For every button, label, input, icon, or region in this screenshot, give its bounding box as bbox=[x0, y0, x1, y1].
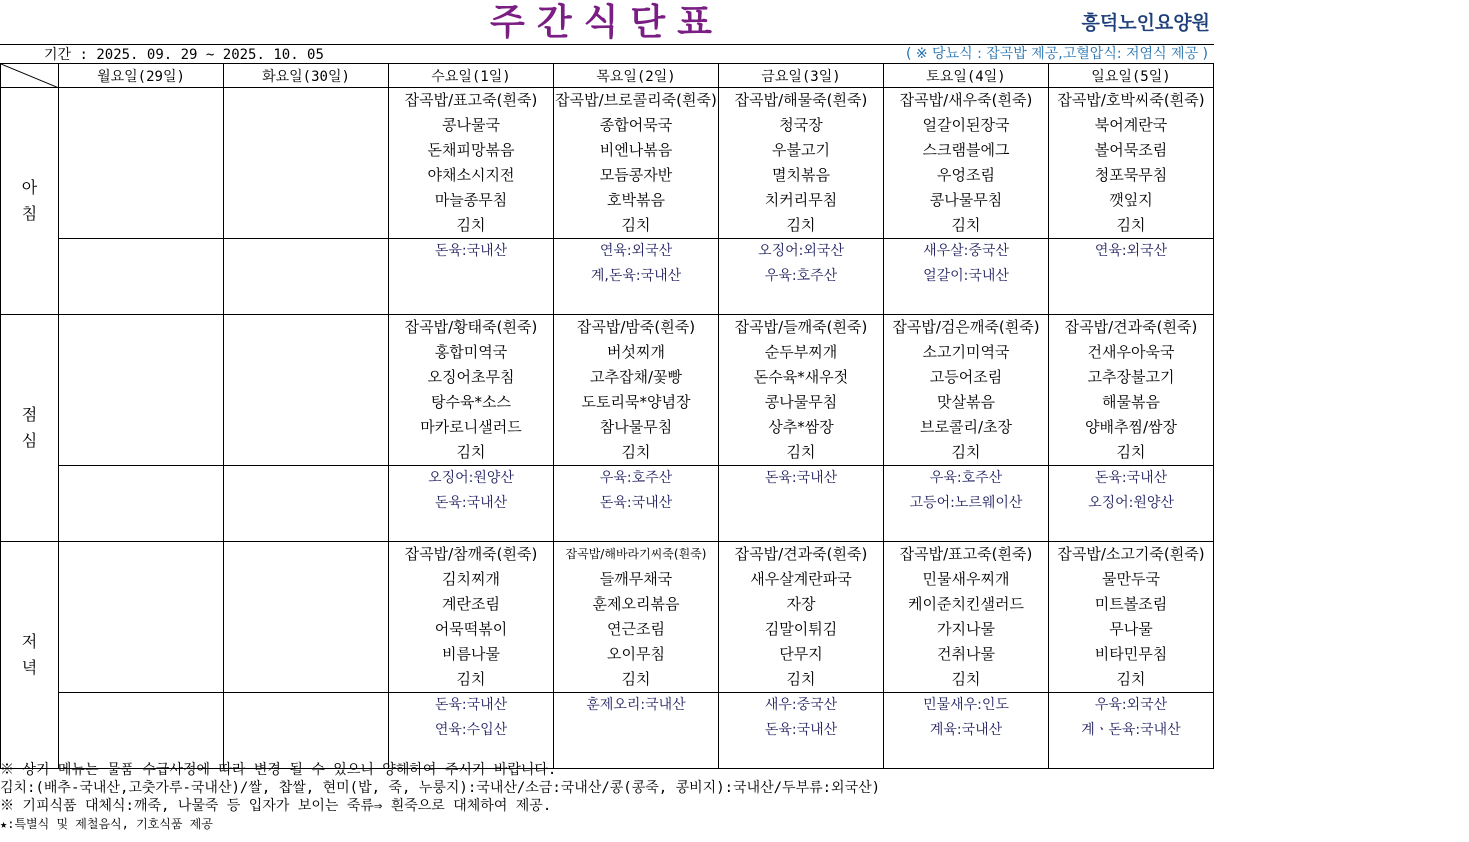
meal-label-char: 침 bbox=[21, 204, 38, 223]
menu-item: 고등어조림 bbox=[929, 368, 1003, 386]
menu-item: 마늘종무침 bbox=[434, 191, 508, 209]
meal-items-row bbox=[1, 88, 1214, 239]
origin-item: 우육:호주산 bbox=[929, 470, 1003, 486]
menu-item: 김치 bbox=[951, 670, 981, 688]
menu-cell bbox=[719, 542, 884, 693]
footer-note-substitute: ※ 기피식품 대체식:깨죽, 나물죽 등 입자가 보이는 죽류⇒ 흰죽으로 대체하여 제공. bbox=[0, 798, 552, 814]
menu-item: 비타민무침 bbox=[1094, 645, 1168, 663]
rice-porridge-item: 잡곡밥/황태죽(흰죽) bbox=[404, 318, 538, 336]
menu-item: 고추잡채/꽃빵 bbox=[590, 368, 682, 386]
diet-note: ( ※ 당뇨식 : 잡곡밥 제공,고혈압식: 저염식 제공 ) bbox=[388, 44, 1214, 63]
origin-item: 민물새우:인도 bbox=[923, 697, 1009, 713]
menu-item: 김치 bbox=[786, 216, 816, 234]
rice-porridge-item: 잡곡밥/소고기죽(흰죽) bbox=[1057, 545, 1205, 563]
menu-item: 맛살볶음 bbox=[937, 393, 995, 411]
meal-label bbox=[1, 88, 59, 315]
menu-item: 모듬콩자반 bbox=[599, 166, 673, 184]
origin-item: 돈육:국내산 bbox=[1094, 470, 1168, 486]
menu-item: 순두부찌개 bbox=[764, 343, 838, 361]
organization-name: 흥덕노인요양원 bbox=[1081, 12, 1210, 34]
origin-item: 돈육:국내산 bbox=[764, 722, 838, 738]
origin-item: 연육:외국산 bbox=[1094, 243, 1168, 259]
menu-item: 양배추찜/쌈장 bbox=[1085, 418, 1177, 436]
meal-label-char: 저 bbox=[21, 632, 38, 651]
menu-item: 브로콜리/초장 bbox=[920, 418, 1012, 436]
menu-cell bbox=[554, 315, 719, 466]
menu-item: 스크램블에그 bbox=[922, 141, 1010, 159]
day-header: 월요일(29일) bbox=[59, 64, 224, 88]
footer-note-origin: 김치:(배추-국내산,고춧가루-국내산)/쌀, 찹쌀, 현미(밥, 죽, 누룽지):국내산/소금:국내산/콩(콩죽, 콩비지):국내산/두부류:외국산) bbox=[0, 780, 881, 796]
day-header: 토요일(4일) bbox=[884, 64, 1049, 88]
menu-item: 민물새우찌개 bbox=[922, 570, 1010, 588]
menu-item: 김치 bbox=[1116, 670, 1146, 688]
menu-item: 김치 bbox=[1116, 443, 1146, 461]
meal-label-char: 아 bbox=[21, 178, 38, 197]
origin-cell bbox=[884, 693, 1049, 769]
origin-cell bbox=[884, 466, 1049, 542]
menu-cell bbox=[1049, 542, 1214, 693]
meal-label-char: 심 bbox=[21, 431, 38, 450]
origin-cell bbox=[59, 466, 224, 542]
rice-porridge-item: 잡곡밥/해바라기씨죽(흰죽) bbox=[565, 547, 707, 561]
menu-item: 들깨무채국 bbox=[599, 570, 673, 588]
meal-label-char: 점 bbox=[21, 405, 38, 424]
origin-item: 우육:외국산 bbox=[1094, 697, 1168, 713]
origin-item: 얼갈이:국내산 bbox=[923, 268, 1009, 284]
origin-cell bbox=[1049, 466, 1214, 542]
menu-item: 홍합미역국 bbox=[434, 343, 508, 361]
weekly-menu-table bbox=[0, 63, 1214, 769]
rice-porridge-item: 잡곡밥/표고죽(흰죽) bbox=[404, 91, 538, 109]
menu-item: 김치 bbox=[621, 216, 651, 234]
origin-cell bbox=[224, 466, 389, 542]
origin-cell bbox=[389, 466, 554, 542]
meal-label bbox=[1, 542, 59, 769]
rice-porridge-item: 잡곡밥/밤죽(흰죽) bbox=[576, 318, 696, 336]
menu-item: 케이준치킨샐러드 bbox=[908, 595, 1024, 613]
menu-cell bbox=[1049, 315, 1214, 466]
rice-porridge-item: 잡곡밥/참깨죽(흰죽) bbox=[404, 545, 538, 563]
menu-item: 김치찌개 bbox=[442, 570, 500, 588]
title-bar bbox=[0, 0, 1214, 44]
diagonal-line bbox=[1, 64, 59, 88]
origin-item: 고등어:노르웨이산 bbox=[909, 495, 1023, 511]
menu-item: 미트볼조림 bbox=[1094, 595, 1168, 613]
menu-item: 얼갈이된장국 bbox=[922, 116, 1010, 134]
origin-item: 돈육:국내산 bbox=[764, 470, 838, 486]
menu-item: 김치 bbox=[621, 670, 651, 688]
menu-item: 새우살계란파국 bbox=[750, 570, 852, 588]
menu-item: 오이무침 bbox=[607, 645, 665, 663]
menu-item: 콩나물무침 bbox=[929, 191, 1003, 209]
origin-item: 계ㆍ돈육:국내산 bbox=[1081, 722, 1181, 738]
day-header-row bbox=[1, 64, 1214, 88]
day-header: 수요일(1일) bbox=[389, 64, 554, 88]
menu-item: 건취나물 bbox=[937, 645, 995, 663]
menu-item: 소고기미역국 bbox=[922, 343, 1010, 361]
menu-cell bbox=[554, 542, 719, 693]
origin-cell bbox=[719, 239, 884, 315]
meal-label-char: 녁 bbox=[21, 658, 38, 677]
origin-cell bbox=[554, 466, 719, 542]
footer-note-special: ★:특별식 및 제철음식, 기호식품 제공 bbox=[0, 817, 213, 831]
rice-porridge-item: 잡곡밥/검은깨죽(흰죽) bbox=[892, 318, 1040, 336]
meal-origin-row bbox=[1, 466, 1214, 542]
menu-item: 김치 bbox=[621, 443, 651, 461]
origin-item: 우육:호주산 bbox=[764, 268, 838, 284]
menu-item: 우불고기 bbox=[772, 141, 830, 159]
menu-item: 물만두국 bbox=[1102, 570, 1160, 588]
day-header: 화요일(30일) bbox=[224, 64, 389, 88]
menu-item: 우엉조림 bbox=[937, 166, 995, 184]
rice-porridge-item: 잡곡밥/새우죽(흰죽) bbox=[899, 91, 1033, 109]
menu-item: 계란조림 bbox=[442, 595, 500, 613]
origin-item: 돈육:국내산 bbox=[599, 495, 673, 511]
page-title: 주간식단표 bbox=[490, 2, 724, 43]
menu-item: 깻잎지 bbox=[1109, 191, 1153, 209]
menu-item: 해물볶음 bbox=[1102, 393, 1160, 411]
menu-cell bbox=[389, 542, 554, 693]
menu-item: 고추장불고기 bbox=[1087, 368, 1175, 386]
menu-item: 가지나물 bbox=[937, 620, 995, 638]
menu-item: 돈수육*새우젓 bbox=[753, 368, 849, 386]
menu-item: 어묵떡볶이 bbox=[434, 620, 508, 638]
menu-item: 북어계란국 bbox=[1094, 116, 1168, 134]
menu-item: 훈제오리볶음 bbox=[592, 595, 680, 613]
rice-porridge-item: 잡곡밥/표고죽(흰죽) bbox=[899, 545, 1033, 563]
menu-item: 호박볶음 bbox=[607, 191, 665, 209]
menu-item: 김치 bbox=[1116, 216, 1146, 234]
menu-item: 무나물 bbox=[1109, 620, 1153, 638]
menu-cell bbox=[389, 88, 554, 239]
rice-porridge-item: 잡곡밥/브로콜리죽(흰죽) bbox=[555, 91, 717, 109]
origin-cell bbox=[224, 693, 389, 769]
menu-item: 마카로니샐러드 bbox=[420, 418, 522, 436]
origin-cell bbox=[389, 693, 554, 769]
menu-item: 김치 bbox=[456, 443, 486, 461]
menu-cell bbox=[719, 315, 884, 466]
rice-porridge-item: 잡곡밥/들깨죽(흰죽) bbox=[734, 318, 868, 336]
menu-cell bbox=[59, 542, 224, 693]
origin-item: 돈육:국내산 bbox=[434, 495, 508, 511]
day-header: 목요일(2일) bbox=[554, 64, 719, 88]
menu-cell bbox=[224, 315, 389, 466]
origin-item: 훈제오리:국내산 bbox=[586, 697, 686, 713]
menu-cell bbox=[719, 88, 884, 239]
menu-item: 김치 bbox=[456, 216, 486, 234]
menu-item: 멸치볶음 bbox=[772, 166, 830, 184]
menu-item: 김말이튀김 bbox=[764, 620, 838, 638]
menu-cell bbox=[224, 88, 389, 239]
meal-origin-row bbox=[1, 239, 1214, 315]
menu-item: 볼어묵조림 bbox=[1094, 141, 1168, 159]
corner-cell bbox=[1, 64, 59, 88]
menu-cell bbox=[1049, 88, 1214, 239]
day-header: 금요일(3일) bbox=[719, 64, 884, 88]
origin-cell bbox=[719, 693, 884, 769]
menu-item: 김치 bbox=[786, 443, 816, 461]
menu-cell bbox=[884, 88, 1049, 239]
origin-cell bbox=[389, 239, 554, 315]
meal-items-row bbox=[1, 542, 1214, 693]
period-label: 기간 : 2025. 09. 29 ~ 2025. 10. 05 bbox=[0, 44, 388, 63]
origin-cell bbox=[224, 239, 389, 315]
menu-item: 비름나물 bbox=[442, 645, 500, 663]
origin-item: 계,돈육:국내산 bbox=[590, 268, 682, 284]
origin-item: 연육:수입산 bbox=[434, 722, 508, 738]
menu-item: 김치 bbox=[786, 670, 816, 688]
menu-item: 치커리무침 bbox=[764, 191, 838, 209]
menu-item: 돈채피망볶음 bbox=[427, 141, 515, 159]
origin-item: 계육:국내산 bbox=[929, 722, 1003, 738]
rice-porridge-item: 잡곡밥/해물죽(흰죽) bbox=[734, 91, 868, 109]
origin-cell bbox=[59, 693, 224, 769]
meal-items-row bbox=[1, 315, 1214, 466]
origin-cell bbox=[554, 239, 719, 315]
menu-cell bbox=[59, 88, 224, 239]
menu-item: 청국장 bbox=[779, 116, 823, 134]
menu-item: 오징어초무침 bbox=[427, 368, 515, 386]
menu-item: 비엔나볶음 bbox=[599, 141, 673, 159]
menu-item: 콩나물국 bbox=[442, 116, 500, 134]
menu-item: 종합어묵국 bbox=[599, 116, 673, 134]
menu-item: 김치 bbox=[951, 443, 981, 461]
rice-porridge-item: 잡곡밥/견과죽(흰죽) bbox=[734, 545, 868, 563]
origin-item: 오징어:원양산 bbox=[1088, 495, 1174, 511]
origin-cell bbox=[59, 239, 224, 315]
origin-cell bbox=[884, 239, 1049, 315]
menu-item: 참나물무침 bbox=[599, 418, 673, 436]
menu-item: 김치 bbox=[456, 670, 486, 688]
origin-item: 오징어:외국산 bbox=[758, 243, 844, 259]
menu-item: 김치 bbox=[951, 216, 981, 234]
menu-item: 단무지 bbox=[779, 645, 823, 663]
origin-item: 연육:외국산 bbox=[599, 243, 673, 259]
origin-cell bbox=[1049, 693, 1214, 769]
origin-cell bbox=[554, 693, 719, 769]
menu-item: 청포묵무침 bbox=[1094, 166, 1168, 184]
footer-notes bbox=[0, 761, 1214, 833]
menu-item: 자장 bbox=[786, 595, 816, 613]
meal-label bbox=[1, 315, 59, 542]
menu-cell bbox=[884, 542, 1049, 693]
origin-item: 돈육:국내산 bbox=[434, 243, 508, 259]
menu-item: 탕수육*소스 bbox=[431, 393, 511, 411]
origin-item: 돈육:국내산 bbox=[434, 697, 508, 713]
meal-origin-row bbox=[1, 693, 1214, 769]
menu-item: 연근조림 bbox=[607, 620, 665, 638]
menu-item: 콩나물무침 bbox=[764, 393, 838, 411]
menu-item: 도토리묵*양념장 bbox=[581, 393, 691, 411]
rice-porridge-item: 잡곡밥/호박씨죽(흰죽) bbox=[1057, 91, 1205, 109]
menu-item: 건새우아욱국 bbox=[1087, 343, 1175, 361]
footer-note-change: ※ 상기 메뉴는 물품 수급사정에 따라 변경 될 수 있으니 양해하여 주시기 바랍니다. bbox=[0, 762, 557, 778]
menu-item: 야채소시지전 bbox=[427, 166, 515, 184]
origin-item: 새우:중국산 bbox=[764, 697, 838, 713]
menu-cell bbox=[554, 88, 719, 239]
origin-item: 새우살:중국산 bbox=[923, 243, 1009, 259]
menu-cell bbox=[224, 542, 389, 693]
origin-cell bbox=[1049, 239, 1214, 315]
origin-item: 오징어:원양산 bbox=[428, 470, 514, 486]
rice-porridge-item: 잡곡밥/견과죽(흰죽) bbox=[1064, 318, 1198, 336]
menu-item: 상추*쌈장 bbox=[768, 418, 834, 436]
menu-cell bbox=[59, 315, 224, 466]
day-header: 일요일(5일) bbox=[1049, 64, 1214, 88]
origin-item: 우육:호주산 bbox=[599, 470, 673, 486]
origin-cell bbox=[719, 466, 884, 542]
menu-item: 버섯찌개 bbox=[607, 343, 665, 361]
menu-cell bbox=[884, 315, 1049, 466]
menu-cell bbox=[389, 315, 554, 466]
